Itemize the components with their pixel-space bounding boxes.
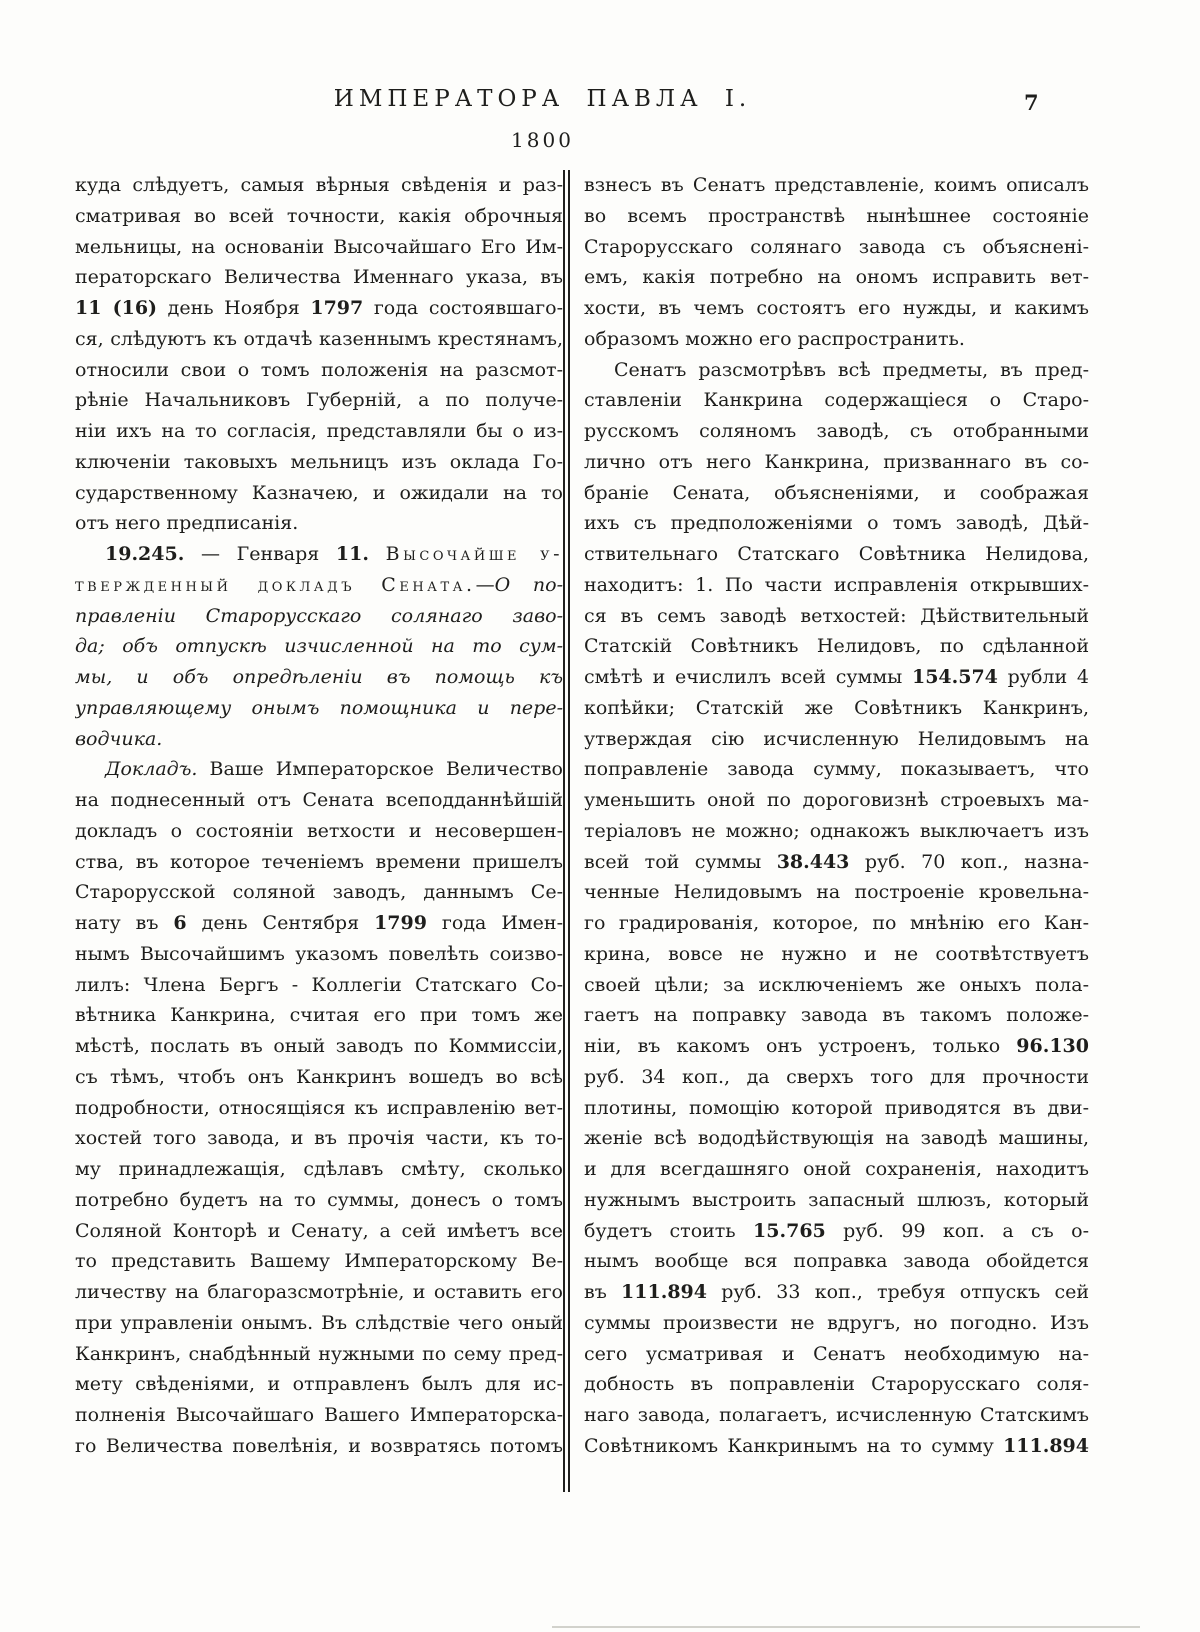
text-segment: лично отъ него Канкрина, призваннаго въ со- [584,450,1089,473]
paragraph [584,170,1089,355]
text-segment: подробности, относящіяся къ исправленію вет- [75,1096,563,1119]
text-line [75,631,563,662]
text-segment: день Ноября [157,297,311,319]
text-segment: руб. 99 коп. а съ о- [825,1219,1089,1242]
text-segment: Докладъ. [105,758,198,781]
text-line [584,601,1089,632]
text-segment: ніи ихъ на то согласія, представляли бы о из- [75,420,563,442]
text-line [584,416,1089,447]
text-line [584,1185,1089,1216]
text-line [584,355,1089,386]
text-segment: Соляной Конторѣ и Сенату, а сей имѣетъ все [75,1219,563,1242]
text-line [584,847,1089,878]
text-line [75,1154,563,1185]
text-segment: утверждая сію исчисленную Нелидовымъ на [584,727,1089,750]
text-segment: во всемъ пространствѣ нынѣшнее состояніе [584,204,1089,227]
text-segment: своей цѣли; за исключеніемъ же оныхъ пола- [584,973,1089,996]
text-segment: 11 (16) [75,297,158,319]
text-segment: браніе Сената, объясненіями, и соображая [584,481,1089,504]
text-line [584,385,1089,416]
paragraph [584,355,1089,1462]
text-segment: теріаловъ не можно; однакожъ выключаетъ изъ [584,819,1089,842]
paragraph [75,539,563,754]
text-segment: водчика. [75,727,163,750]
text-line [584,1246,1089,1277]
text-line [584,1400,1089,1431]
year-label: 1800 [511,128,574,152]
text-segment: рубли 4 [997,666,1089,688]
text-line [75,201,563,232]
text-segment: руб. 34 коп., да сверхъ того для прочности [584,1065,1089,1088]
page-number: 7 [1024,90,1039,115]
text-segment: ся, слѣдуютъ къ отдачѣ казеннымъ крестянамъ, [75,327,563,350]
text-segment: взнесъ въ Сенатъ представленіе, коимъ описалъ [584,174,1089,196]
text-line [584,1216,1089,1247]
text-line [75,1277,563,1308]
text-segment: мельницы, на основаніи Высочайшаго Его Им- [75,235,563,258]
text-segment: наго завода, полагаетъ, исчисленную Статскимъ [584,1404,1089,1426]
text-segment: руб. 70 коп., назна- [849,850,1089,873]
text-segment: 11. [335,543,369,565]
text-segment: твержденный докладъ Сената. [75,573,476,596]
text-line [75,1062,563,1093]
text-segment: го градированія, которое, по мнѣнію его Кан- [584,912,1089,934]
text-segment: управляющему онымъ помощника и пере- [75,696,563,719]
text-line [75,693,563,724]
text-line [75,355,563,386]
text-segment: докладъ о состояніи ветхости и несовершен- [75,819,563,842]
text-segment: Старорусскаго солянаго завода съ объяснені- [584,235,1089,258]
text-line [584,877,1089,908]
text-segment: на поднесенный отъ Сената всеподданнѣйшій [75,789,563,811]
text-line [75,416,563,447]
text-line [584,1093,1089,1124]
text-segment: О по- [494,573,563,596]
text-line [75,939,563,970]
text-line [584,170,1089,201]
text-segment: ся въ семъ заводѣ ветхостей: Дѣйствительный [584,604,1089,627]
text-line [75,1216,563,1247]
text-segment: да; объ отпускѣ изчисленной на то сум- [75,635,563,658]
text-line [75,508,563,539]
text-segment: нужнымъ выстроить запасный шлюзъ, который [584,1188,1089,1211]
text-segment: 111.894 [1003,1434,1089,1457]
text-segment: и для всегдашняго оной сохраненія, находитъ [584,1158,1089,1180]
text-segment: копѣйки; Статскій же Совѣтникъ Канкринъ, [584,696,1089,719]
text-segment: сматривая во всей точности, какія оброчныя [75,204,563,227]
text-line [75,1185,563,1216]
text-segment: вѣтника Канкрина, считая его при томъ же [75,1004,563,1027]
text-segment: хости, въ чемъ состоятъ его нужды, и какимъ [584,297,1089,319]
text-block [0,170,1200,1492]
text-line [75,1339,563,1370]
text-line [75,1093,563,1124]
text-line [75,724,563,755]
text-line [75,324,563,355]
text-segment: 1799 [374,912,427,934]
text-line [75,1123,563,1154]
text-line [584,724,1089,755]
text-segment: ихъ съ предположеніями о томъ заводѣ, Дѣй- [584,512,1089,535]
text-segment: Сенатъ разсмотрѣвъ всѣ предметы, въ пред- [614,358,1089,381]
text-segment: хостей того завода, и въ прочія части, къ то- [75,1127,563,1150]
text-segment: суммы произвести не вдругъ, но погодно. Изъ [584,1311,1089,1334]
text-segment: емъ, какія потребно на ономъ исправить вет- [584,266,1089,289]
text-segment: куда слѣдуетъ, самыя вѣрныя свѣденія и раз- [75,174,563,196]
text-line [584,1154,1089,1185]
text-line [584,570,1089,601]
paragraph [75,754,563,1461]
text-line [584,1062,1089,1093]
text-segment: относили свои о томъ положенія на разсмот- [75,358,563,381]
text-line [584,662,1089,693]
text-line [584,816,1089,847]
text-segment: нымъ Высочайшимъ указомъ повелѣть соизво- [75,942,563,965]
text-segment: нымъ вообще вся поправка завода обойдется [584,1250,1089,1273]
text-line [75,570,563,601]
text-segment: мѣстѣ, послать въ оный заводъ по Коммиссіи, [75,1035,563,1057]
text-segment: всей той суммы [584,850,777,873]
text-line [584,1308,1089,1339]
text-segment: ператорскаго Величества Именнаго указа, въ [75,266,563,289]
paragraph [75,170,563,539]
text-line [584,754,1089,785]
text-segment: крина, вовсе не нужно и не соотвѣтствуетъ [584,942,1089,965]
text-segment: мету свѣденіями, и отправленъ былъ для ис- [75,1373,563,1396]
text-segment: мы, и объ опредѣленіи въ помощь къ [75,666,563,688]
text-segment: будетъ стоить [584,1219,754,1242]
text-segment: добность въ поправленіи Старорусскаго соля- [584,1373,1089,1396]
text-segment: го Величества повелѣнія, и возвратясь потомъ [75,1434,563,1457]
text-line [584,293,1089,324]
text-line [584,232,1089,263]
text-line [75,1431,563,1462]
text-segment: му принадлежащія, сдѣлавъ смѣту, сколько [75,1158,563,1180]
text-line [584,478,1089,509]
text-segment: при управленіи онымъ. Въ слѣдствіе чего оный [75,1311,563,1334]
text-line [75,970,563,1001]
text-line [75,262,563,293]
text-segment: образомъ можно его распространить. [584,327,965,350]
text-segment: полненія Высочайшаго Вашего Императорска- [75,1404,563,1426]
text-line [584,693,1089,724]
text-segment: 6 [173,912,187,934]
text-line [75,385,563,416]
text-segment: сего усматривая и Сенатъ необходимую на- [584,1342,1089,1365]
text-line [75,847,563,878]
text-segment: Высочайше у- [385,543,563,565]
text-line [584,447,1089,478]
text-segment: день Сентября [186,912,375,934]
text-segment: 1797 [310,297,364,319]
text-line [584,201,1089,232]
text-line [75,908,563,939]
text-line [584,939,1089,970]
text-segment: года Имен- [426,912,563,934]
text-line [75,232,563,263]
text-segment: гаетъ на поправку завода въ такомъ положе- [584,1004,1089,1027]
text-segment: ства, въ которое теченіемъ времени пришелъ [75,850,563,873]
text-line [584,324,1089,355]
text-segment: то представить Вашему Императорскому Ве- [75,1250,563,1273]
text-line [75,170,563,201]
text-segment: Статскій Совѣтникъ Нелидовъ, по сдѣланной [584,635,1089,658]
text-line [75,539,563,570]
text-line [584,1369,1089,1400]
text-segment: лилъ: Члена Бергъ - Коллегіи Статскаго Со- [75,973,563,996]
column-divider-rule [563,170,570,1492]
text-line [75,754,563,785]
text-line [75,816,563,847]
text-line [584,631,1089,662]
text-segment: нату въ [75,912,174,934]
left-column [75,170,563,1462]
text-line [75,1400,563,1431]
text-line [584,262,1089,293]
text-line [584,1123,1089,1154]
text-line [75,478,563,509]
text-segment: уменьшить оной по дороговизнѣ строевыхъ ма- [584,789,1089,811]
bottom-faint-rule [552,1626,1140,1628]
running-title: ИМПЕРАТОРА ПАВЛА I. [333,86,752,112]
text-line [584,1031,1089,1062]
text-segment: смѣтѣ и ечислилъ всей суммы [584,666,912,688]
text-line [584,970,1089,1001]
text-segment: отъ него предписанія. [75,512,299,535]
text-line [584,1277,1089,1308]
text-segment: ніи, въ какомъ онъ устроенъ, только [584,1035,1017,1057]
text-line [584,539,1089,570]
text-line [75,447,563,478]
text-line [584,908,1089,939]
text-line [75,601,563,632]
text-line [584,508,1089,539]
text-segment: Канкринъ, снабдѣнный нужными по сему пред- [75,1342,563,1365]
text-line [75,1246,563,1277]
text-segment: — [475,573,495,596]
text-segment: 15.765 [753,1219,826,1242]
text-segment: Совѣтникомъ Канкринымъ на то сумму [584,1434,1004,1457]
text-segment: поправленіе завода сумму, показываетъ, что [584,758,1089,781]
text-segment: рѣніе Начальниковъ Губерній, а по получе- [75,389,563,412]
text-segment: ключеніи таковыхъ мельницъ изъ оклада Го- [75,450,563,473]
text-line [75,1308,563,1339]
text-line [584,785,1089,816]
text-line [584,1431,1089,1462]
text-segment: ченные Нелидовымъ на построеніе кровельна- [584,881,1089,904]
text-segment: 19.245. [105,543,185,565]
text-segment: 96.130 [1016,1035,1089,1057]
text-line [584,1000,1089,1031]
text-segment: находитъ: 1. По части исправленія открывших- [584,573,1089,596]
text-segment: руб. 33 коп., требуя отпускъ сей [706,1281,1089,1303]
text-line [75,1031,563,1062]
text-segment [369,543,386,565]
text-segment: Старорусской соляной заводъ, даннымъ Се- [75,881,563,904]
text-segment: въ [584,1281,622,1303]
text-segment: правленіи Старорусскаго солянаго заво- [75,604,563,627]
text-line [75,662,563,693]
text-segment: плотины, помощію которой приводятся въ дви- [584,1096,1089,1119]
text-line [75,785,563,816]
text-segment: личеству на благоразсмотрѣніе, и оставить его [75,1281,563,1303]
text-segment: ствительнаго Статскаго Совѣтника Нелидова, [584,543,1089,565]
text-line [584,1339,1089,1370]
text-segment: потребно будетъ на то суммы, донесъ о томъ [75,1188,563,1211]
text-segment: 154.574 [911,666,998,688]
text-line [75,293,563,324]
text-segment: съ тѣмъ, чтобъ онъ Канкринъ вошедъ во всѣ [75,1065,563,1088]
text-segment: женіе всѣ вододѣйствующія на заводѣ машины, [584,1127,1089,1150]
text-line [75,1369,563,1400]
text-segment: ставленіи Канкрина содержащіеся о Старо- [584,389,1089,412]
text-segment: 38.443 [776,850,850,873]
text-segment: сударственному Казначею, и ожидали на то [75,481,563,504]
text-segment: Ваше Императорское Величество [197,758,563,781]
text-segment: года состоявшаго- [363,297,563,319]
text-segment: 111.894 [621,1281,707,1303]
right-column [584,170,1089,1462]
text-segment: русскомъ соляномъ заводѣ, съ отобранными [584,420,1089,442]
text-line [75,877,563,908]
text-line [75,1000,563,1031]
text-segment: — Генваря [184,543,336,565]
